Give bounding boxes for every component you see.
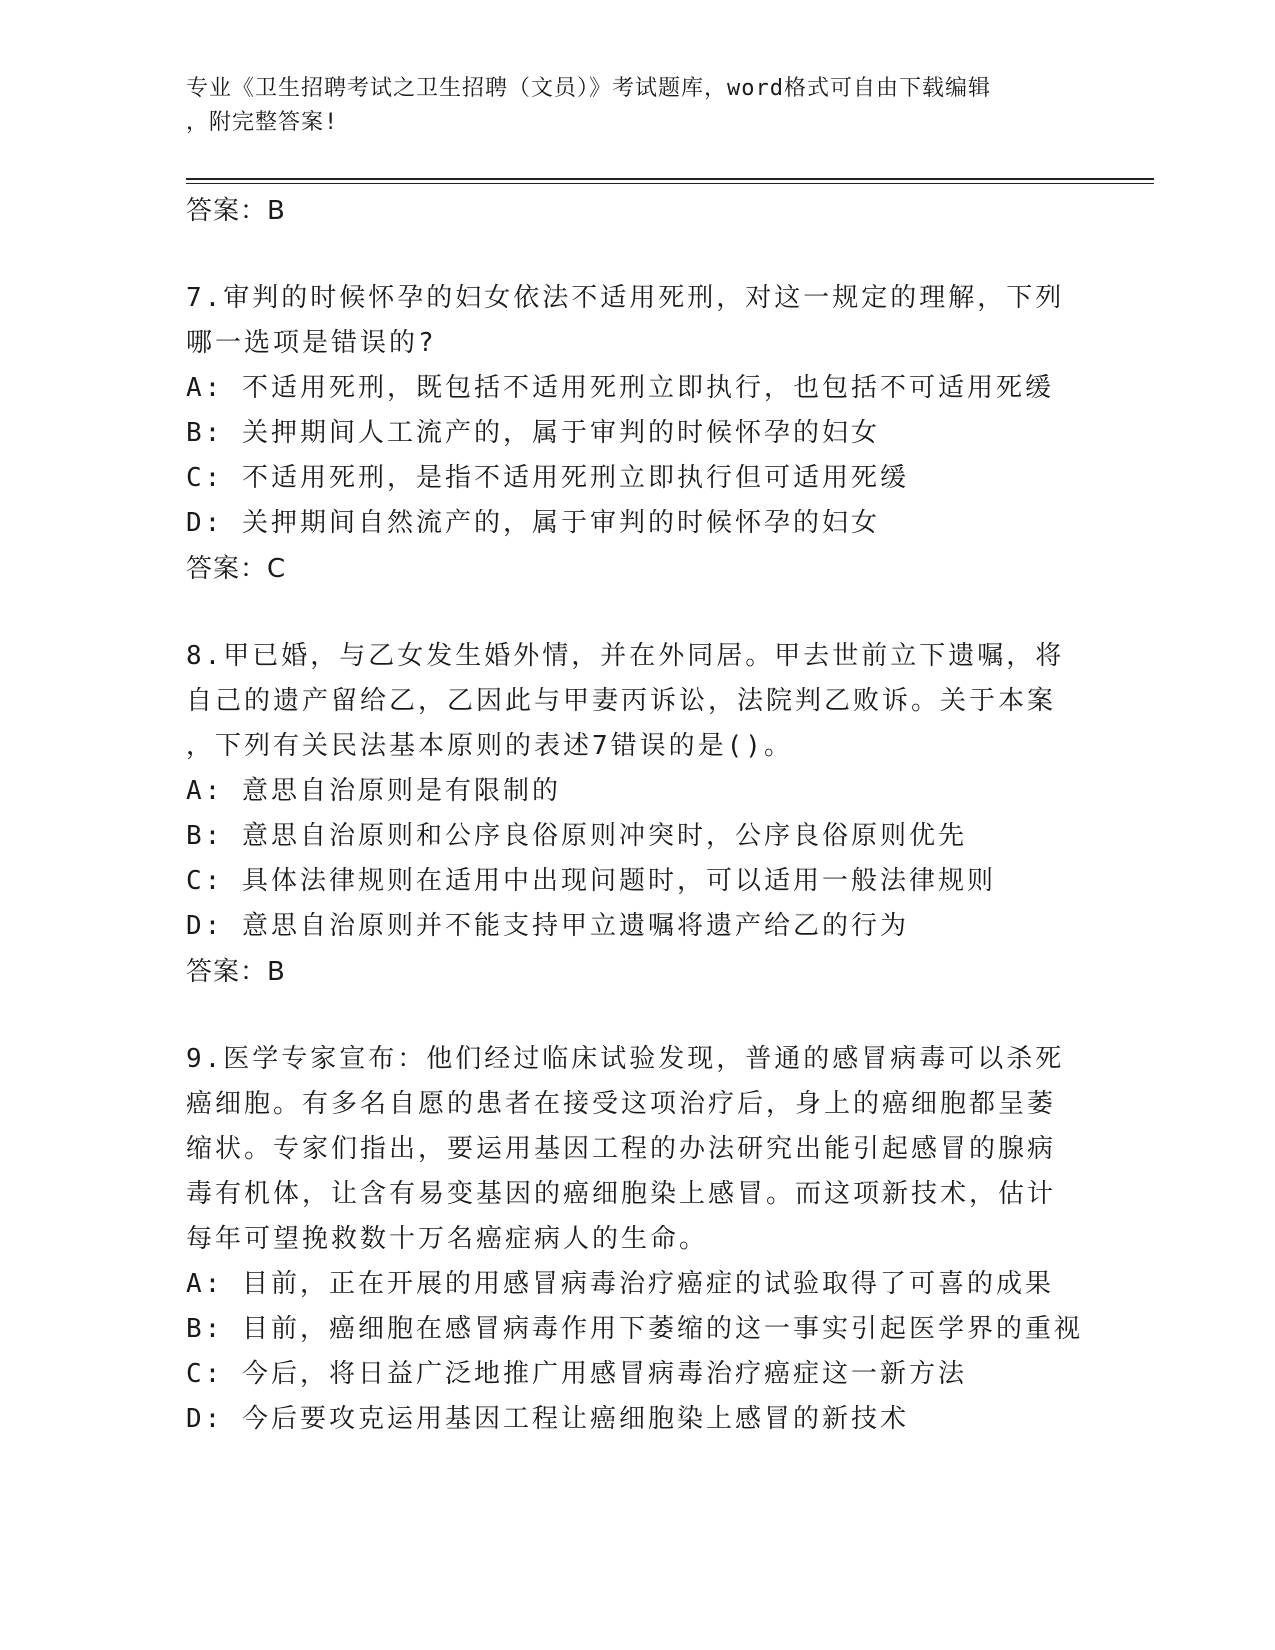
question-7-stem-line: 哪一选项是错误的?: [186, 328, 437, 358]
question-7-option-d: D: 关押期间自然流产的，属于审判的时候怀孕的妇女: [186, 508, 880, 538]
question-9: [186, 1037, 1086, 1442]
question-7: [186, 276, 1086, 592]
answer-6: 答案：B: [186, 196, 286, 226]
question-9-stem-line: 毒有机体，让含有易变基因的癌细胞染上感冒。而这项新技术，估计: [186, 1179, 1057, 1209]
question-7-option-a: A: 不适用死刑，既包括不适用死刑立即执行，也包括不可适用死缓: [186, 373, 1054, 403]
answer-7: 答案：C: [186, 554, 287, 584]
question-8-option-c: C: 具体法律规则在适用中出现问题时，可以适用一般法律规则: [186, 866, 996, 896]
question-9-stem-line: 癌细胞。有多名自愿的患者在接受这项治疗后，身上的癌细胞都呈萎: [186, 1089, 1057, 1119]
question-7-stem-line: 7.审判的时候怀孕的妇女依法不适用死刑，对这一规定的理解，下列: [186, 283, 1065, 313]
question-8-stem-line: 8.甲已婚，与乙女发生婚外情，并在外同居。甲去世前立下遗嘱，将: [186, 641, 1065, 671]
document-header: [186, 72, 1066, 140]
spacer: [186, 592, 1086, 634]
question-9-option-b: B: 目前，癌细胞在感冒病毒作用下萎缩的这一事实引起医学界的重视: [186, 1314, 1083, 1344]
question-9-option-c: C: 今后，将日益广泛地推广用感冒病毒治疗癌症这一新方法: [186, 1359, 967, 1389]
question-8-option-a: A: 意思自治原则是有限制的: [186, 776, 561, 806]
spacer: [186, 234, 1086, 276]
question-9-stem-line: 每年可望挽救数十万名癌症病人的生命。: [186, 1224, 709, 1254]
question-9-stem-line: 9.医学专家宣布：他们经过临床试验发现，普通的感冒病毒可以杀死: [186, 1044, 1065, 1074]
question-8: [186, 634, 1086, 995]
header-rule-thin: [186, 183, 1154, 184]
question-7-option-b: B: 关押期间人工流产的，属于审判的时候怀孕的妇女: [186, 418, 880, 448]
question-8-option-d: D: 意思自治原则并不能支持甲立遗嘱将遗产给乙的行为: [186, 911, 909, 941]
question-content: [186, 188, 1086, 1442]
question-9-option-a: A: 目前，正在开展的用感冒病毒治疗癌症的试验取得了可喜的成果: [186, 1269, 1054, 1299]
answer-8: 答案：B: [186, 957, 286, 987]
header-line-1: 专业《卫生招聘考试之卫生招聘（文员）》考试题库，word格式可自由下载编辑: [186, 76, 991, 101]
question-9-stem-line: 缩状。专家们指出，要运用基因工程的办法研究出能引起感冒的腺病: [186, 1134, 1057, 1164]
header-line-2: ，附完整答案!: [186, 110, 339, 135]
header-rule-thick: [186, 178, 1154, 180]
question-8-stem-line: ，下列有关民法基本原则的表述7错误的是()。: [186, 731, 793, 761]
question-7-option-c: C: 不适用死刑，是指不适用死刑立即执行但可适用死缓: [186, 463, 909, 493]
spacer: [186, 995, 1086, 1037]
question-8-stem-line: 自己的遗产留给乙，乙因此与甲妻丙诉讼，法院判乙败诉。关于本案: [186, 686, 1057, 716]
question-9-option-d: D: 今后要攻克运用基因工程让癌细胞染上感冒的新技术: [186, 1404, 909, 1434]
question-8-option-b: B: 意思自治原则和公序良俗原则冲突时，公序良俗原则优先: [186, 821, 967, 851]
